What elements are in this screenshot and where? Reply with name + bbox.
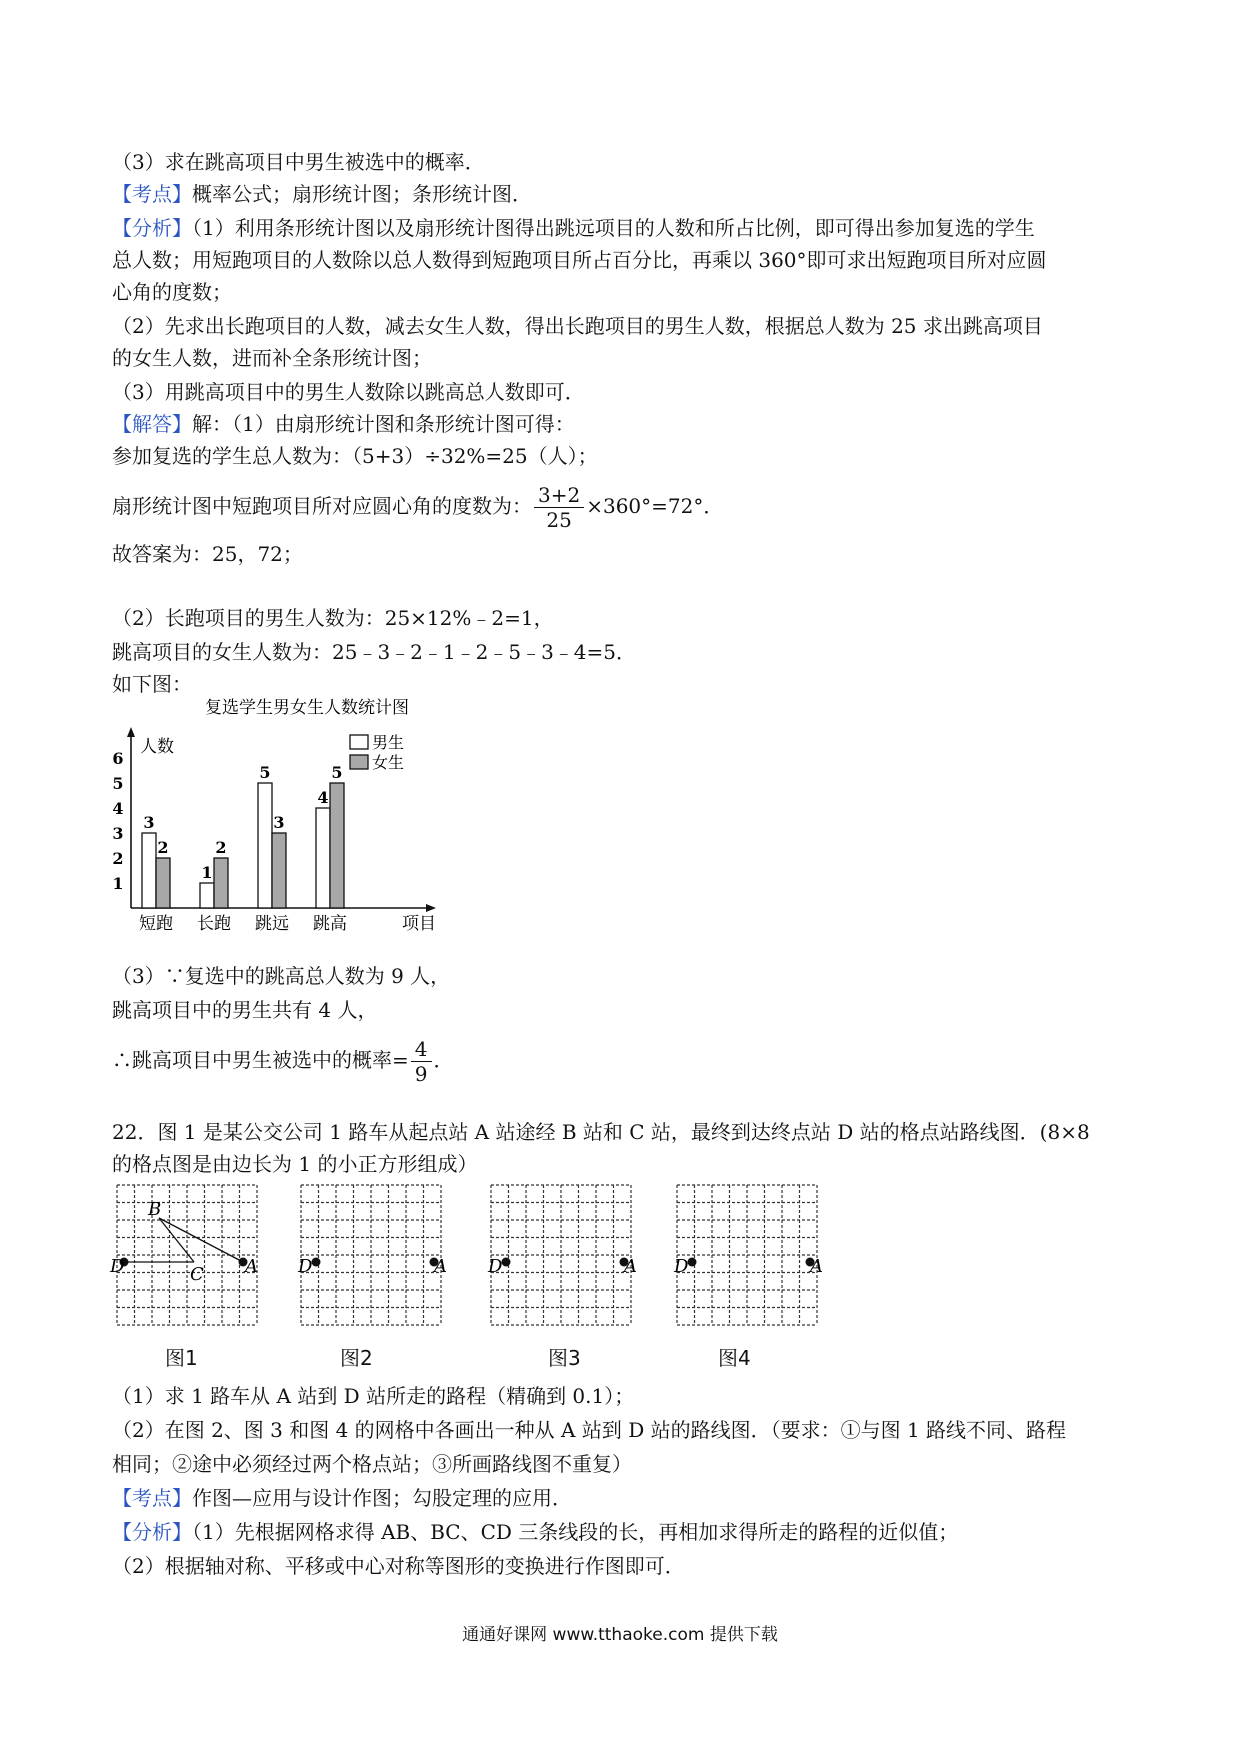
- q22-fenxi-line-1: [112, 1518, 958, 1546]
- x-tick-label: 跳远: [255, 914, 289, 934]
- bar-male: [142, 833, 156, 908]
- part3-text-3b: ．: [433, 1048, 454, 1072]
- page-footer: 通通好课网 www.tthaoke.com 提供下载: [462, 1625, 778, 1645]
- bar-chart: [112, 695, 452, 935]
- bar-male: [258, 783, 272, 908]
- q22-sub-1: （1）求 1 路车从 A 站到 D 站所走的路程（精确到 0.1）；: [112, 1384, 635, 1408]
- bar-female: [330, 783, 344, 908]
- label-c: C: [190, 1264, 204, 1285]
- legend-label-female: 女生: [372, 753, 405, 772]
- label-a: A: [434, 1256, 447, 1277]
- question-3: （3）求在跳高项目中男生被选中的概率．: [112, 150, 485, 174]
- fenxi-line-3: 心角的度数；: [112, 280, 232, 304]
- data-label: 5: [259, 763, 271, 782]
- data-label: 3: [143, 813, 155, 832]
- legend-label-male: 男生: [372, 733, 405, 752]
- chart-title: 复选学生男女生人数统计图: [205, 698, 409, 718]
- bar-female: [214, 858, 228, 908]
- label-b: B: [148, 1199, 162, 1220]
- kaodian-text: 概率公式；扇形统计图；条形统计图．: [192, 182, 532, 206]
- dashed-grid: [491, 1185, 631, 1325]
- caption-figure-1: 图1: [165, 1346, 198, 1370]
- q22-sub-2b: 相同；②途中必须经过两个格点站；③所画路线图不重复）: [112, 1452, 632, 1476]
- grid-figure-4: [672, 1180, 832, 1340]
- y-tick-label: 5: [112, 774, 124, 793]
- y-axis-label: 人数: [140, 737, 174, 757]
- data-label: 2: [215, 838, 227, 857]
- fenxi-line-1: [112, 214, 1035, 242]
- data-label: 1: [201, 863, 213, 882]
- q22-fenxi-line-2: （2）根据轴对称、平移或中心对称等图形的变换进行作图即可．: [112, 1554, 685, 1578]
- fraction-probability: [411, 1037, 432, 1086]
- fenxi-line-4: （2）先求出长跑项目的人数，减去女生人数，得出长跑项目的男生人数，根据总人数为 25 求出跳高项目: [112, 314, 1043, 338]
- x-axis-arrow: [426, 904, 436, 912]
- jieda-text-3a: 扇形统计图中短跑项目所对应圆心角的度数为：: [112, 494, 532, 518]
- grid-figure-2: [296, 1180, 456, 1340]
- kaodian-tag: 【考点】: [112, 182, 192, 206]
- fraction-numerator: 3+2: [534, 483, 584, 508]
- label-a: A: [810, 1256, 823, 1277]
- x-tick-label: 长跑: [197, 914, 231, 934]
- part2-line-2: 跳高项目的女生人数为：25﹣3﹣2﹣1﹣2﹣5﹣3﹣4=5．: [112, 640, 637, 664]
- caption-figure-4: 图4: [718, 1346, 751, 1370]
- part2-line-1: （2）长跑项目的男生人数为：25×12%﹣2=1，: [112, 606, 554, 630]
- label-d: D: [110, 1256, 125, 1277]
- fenxi-text-1: （1）利用条形统计图以及扇形统计图得出跳远项目的人数和所占比例，即可得出参加复选的学生: [192, 216, 1035, 240]
- kaodian-tag: 【考点】: [112, 1486, 192, 1510]
- data-label: 2: [157, 838, 169, 857]
- jieda-text-1: 解：（1）由扇形统计图和条形统计图可得：: [192, 412, 575, 436]
- kaodian-text: 作图—应用与设计作图；勾股定理的应用．: [192, 1486, 572, 1510]
- x-axis-label: 项目: [402, 914, 436, 934]
- caption-figure-2: 图2: [340, 1346, 373, 1370]
- fraction-denominator: 25: [546, 508, 572, 532]
- dashed-grid: [117, 1185, 257, 1325]
- fenxi-tag: 【分析】: [112, 1520, 192, 1544]
- label-d: D: [298, 1256, 313, 1277]
- data-label: 5: [331, 763, 343, 782]
- jieda-line-1: [112, 410, 575, 438]
- fenxi-tag: 【分析】: [112, 216, 192, 240]
- y-tick-label: 3: [112, 824, 124, 843]
- point-d: [688, 1258, 697, 1267]
- label-d: D: [488, 1256, 503, 1277]
- fraction-angle: [534, 483, 584, 532]
- bar-male: [316, 808, 330, 908]
- label-a: A: [624, 1256, 637, 1277]
- point-d: [312, 1258, 321, 1267]
- segment-ab: [159, 1218, 243, 1262]
- jieda-tag: 【解答】: [112, 412, 192, 436]
- q22-kaodian-line: [112, 1484, 572, 1512]
- y-tick-label: 2: [112, 849, 124, 868]
- part3-line-3: [112, 1032, 454, 1088]
- part3-text-3a: ∴跳高项目中男生被选中的概率=: [112, 1048, 409, 1072]
- q22-sub-2a: （2）在图 2、图 3 和图 4 的网格中各画出一种从 A 站到 D 站的路线图．（要求：①与图 1 路线不同、路程: [112, 1418, 1067, 1442]
- grid-figure-3: [486, 1180, 646, 1340]
- y-axis-arrow: [127, 727, 135, 737]
- q22-line-1: 22．图 1 是某公交公司 1 路车从起点站 A 站途经 B 站和 C 站，最终到达终点站 D 站的格点站路线图．(8×8: [112, 1120, 1090, 1144]
- part3-line-1: （3）∵复选中的跳高总人数为 9 人，: [112, 964, 451, 988]
- data-label: 3: [273, 813, 285, 832]
- x-tick-label: 短跑: [139, 914, 173, 934]
- legend-swatch-female: [350, 755, 368, 769]
- part2-line-3: 如下图：: [112, 672, 192, 696]
- point-d: [502, 1258, 511, 1267]
- jieda-text-3b: ×360°=72°．: [586, 494, 724, 518]
- label-d: D: [674, 1256, 689, 1277]
- fenxi-line-2: 总人数；用短跑项目的人数除以总人数得到短跑项目所占百分比，再乘以 360°即可求出短跑项目所对应圆: [112, 248, 1047, 272]
- bar-female: [156, 858, 170, 908]
- y-tick-label: 6: [112, 749, 124, 768]
- fenxi-text-1: （1）先根据网格求得 AB、BC、CD 三条线段的长，再相加求得所走的路程的近似值；: [192, 1520, 959, 1544]
- fraction-denominator: 9: [414, 1062, 428, 1086]
- jieda-line-4: 故答案为：25，72；: [112, 542, 303, 566]
- bar-male: [200, 883, 214, 908]
- kaodian-line: [112, 180, 532, 208]
- y-tick-label: 4: [112, 799, 124, 818]
- y-tick-label: 1: [112, 874, 124, 893]
- data-label: 4: [317, 788, 329, 807]
- dashed-grid: [677, 1185, 817, 1325]
- label-a: A: [245, 1256, 258, 1277]
- jieda-line-3: [112, 478, 723, 534]
- x-tick-label: 跳高: [313, 914, 347, 934]
- fraction-numerator: 4: [411, 1037, 432, 1062]
- bar-female: [272, 833, 286, 908]
- jieda-line-2: 参加复选的学生总人数为：（5+3）÷32%=25（人）；: [112, 444, 598, 468]
- part3-line-2: 跳高项目中的男生共有 4 人，: [112, 998, 378, 1022]
- q22-line-2: 的格点图是由边长为 1 的小正方形组成）: [112, 1152, 478, 1176]
- grid-figure-1: [112, 1180, 272, 1340]
- legend-swatch-male: [350, 735, 368, 749]
- fenxi-line-5: 的女生人数，进而补全条形统计图；: [112, 346, 432, 370]
- fenxi-line-6: （3）用跳高项目中的男生人数除以跳高总人数即可．: [112, 380, 585, 404]
- caption-figure-3: 图3: [548, 1346, 581, 1370]
- dashed-grid: [301, 1185, 441, 1325]
